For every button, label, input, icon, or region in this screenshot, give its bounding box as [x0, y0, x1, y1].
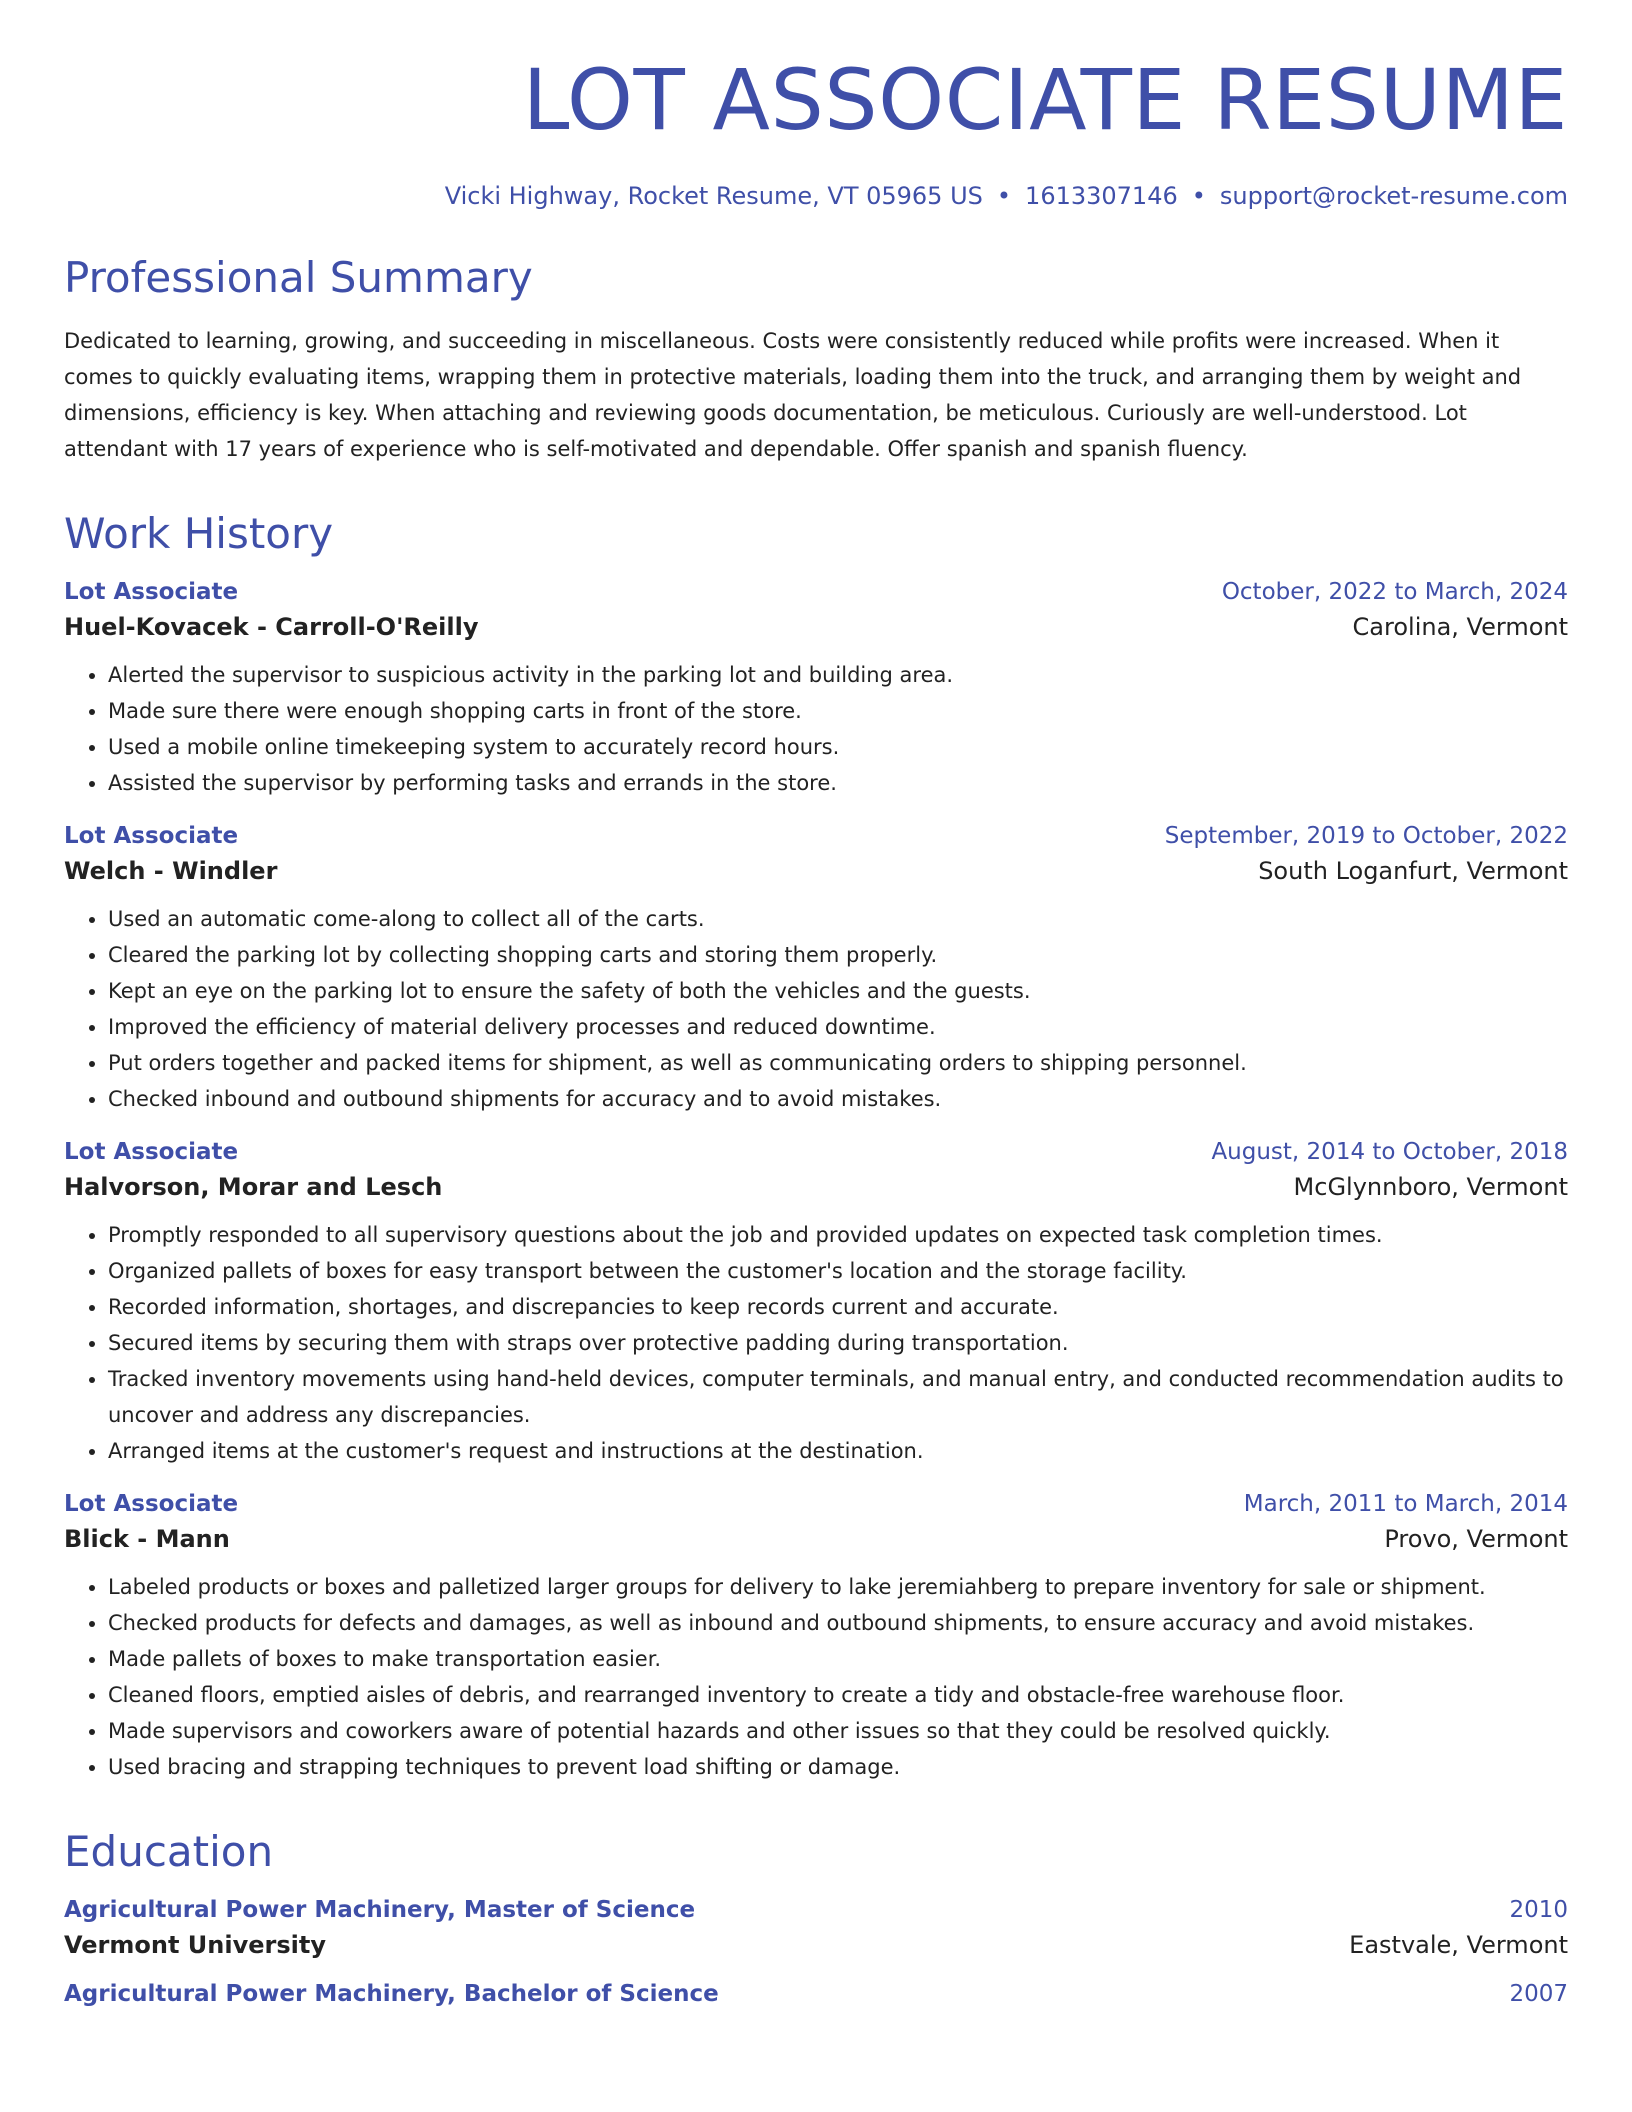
job-bullets — [64, 901, 1568, 1117]
job-bullet: • Checked products for defects and damages, as well as inbound and outbound shipments, to ensure accuracy and avoid mistakes. — [108, 1605, 1568, 1641]
contact-phone: 1613307146 — [1025, 182, 1178, 210]
contact-address: Vicki Highway, Rocket Resume, VT 05965 US — [444, 182, 983, 210]
job-bullet: • Cleaned floors, emptied aisles of debris, and rearranged inventory to create a tidy and obstacle-free warehouse floor. — [108, 1677, 1568, 1713]
job-bullet: • Put orders together and packed items for shipment, as well as communicating orders to shipping personnel. — [108, 1045, 1568, 1081]
job-dates: March, 2011 to March, 2014 — [1243, 1491, 1568, 1518]
job-bullet: • Improved the efficiency of material delivery processes and reduced downtime. — [108, 1009, 1568, 1045]
job-bullet: • Secured items by securing them with straps over protective padding during transportation. — [108, 1325, 1568, 1361]
job-bullet: • Organized pallets of boxes for easy transport between the customer's location and the storage facility. — [108, 1253, 1568, 1289]
job-company: Welch - Windler — [64, 857, 278, 886]
education-entry — [64, 1981, 1568, 2007]
job-company: Halvorson, Morar and Lesch — [64, 1173, 443, 1202]
job-bullets — [64, 1217, 1568, 1469]
job-bullet: • Checked inbound and outbound shipments for accuracy and to avoid mistakes. — [108, 1081, 1568, 1117]
contact-email: support@rocket-resume.com — [1219, 182, 1568, 210]
job-location: South Loganfurt, Vermont — [1258, 857, 1568, 886]
job-title: Lot Associate — [64, 823, 239, 850]
job-company: Huel-Kovacek - Carroll-O'Reilly — [64, 613, 479, 642]
job-bullets — [64, 657, 1568, 801]
contact-separator: • — [1191, 182, 1206, 210]
summary-text: Dedicated to learning, growing, and succeeding in miscellaneous. Costs were consistently reduced while profits were increased. When it comes to quickly evaluating items, wrapping them in protective materials, loading them into the truck, and arranging them by weight and dimensions, efficiency is key. When attaching and reviewing goods documentation, be meticulous. Curiously are well-understood. Lot attendant with 17 years of experience who is self-motivated and dependable. Offer spanish and spanish fluency. — [64, 328, 1522, 461]
contact-line — [64, 182, 1568, 211]
job-dates: October, 2022 to March, 2024 — [1221, 579, 1568, 606]
job-dates: August, 2014 to October, 2018 — [1211, 1139, 1568, 1166]
job-entry — [64, 579, 1568, 801]
resume-title: LOT ASSOCIATE RESUME — [522, 51, 1568, 149]
job-location: Provo, Vermont — [1384, 1525, 1568, 1554]
job-entry — [64, 1139, 1568, 1469]
resume-page — [64, 0, 1568, 2007]
job-bullet: • Used bracing and strapping techniques to prevent load shifting or damage. — [108, 1749, 1568, 1785]
education-degree: Agricultural Power Machinery, Master of Science — [64, 1897, 696, 1924]
education-location: Eastvale, Vermont — [1349, 1931, 1568, 1960]
job-location: Carolina, Vermont — [1352, 613, 1568, 642]
education-school: Vermont University — [64, 1931, 326, 1960]
job-title: Lot Associate — [64, 1491, 239, 1518]
education-year: 2010 — [1509, 1897, 1568, 1924]
education-degree: Agricultural Power Machinery, Bachelor of Science — [64, 1981, 719, 2008]
job-bullet: • Arranged items at the customer's request and instructions at the destination. — [108, 1433, 1568, 1469]
job-title: Lot Associate — [64, 1139, 239, 1166]
job-entry — [64, 1491, 1568, 1785]
work-history-heading: Work History — [64, 508, 334, 558]
summary-heading: Professional Summary — [64, 252, 533, 302]
job-title: Lot Associate — [64, 579, 239, 606]
contact-separator: • — [996, 182, 1012, 210]
job-bullet: • Made supervisors and coworkers aware of potential hazards and other issues so that they could be resolved quickly. — [108, 1713, 1568, 1749]
job-bullet: • Recorded information, shortages, and discrepancies to keep records current and accurate. — [108, 1289, 1568, 1325]
job-company: Blick - Mann — [64, 1525, 230, 1554]
job-entry — [64, 823, 1568, 1117]
job-location: McGlynnboro, Vermont — [1293, 1173, 1568, 1202]
job-bullet: • Tracked inventory movements using hand-held devices, computer terminals, and manual entry, and conducted recommendation audits to uncover and address any discrepancies. — [108, 1361, 1568, 1433]
job-dates: September, 2019 to October, 2022 — [1164, 823, 1568, 850]
job-bullet: • Promptly responded to all supervisory questions about the job and provided updates on expected task completion times. — [108, 1217, 1568, 1253]
job-bullet: • Kept an eye on the parking lot to ensure the safety of both the vehicles and the guests. — [108, 973, 1568, 1009]
job-bullet: • Assisted the supervisor by performing tasks and errands in the store. — [108, 765, 1568, 801]
job-bullet: • Used a mobile online timekeeping system to accurately record hours. — [108, 729, 1568, 765]
job-bullet: • Used an automatic come-along to collect all of the carts. — [108, 901, 1568, 937]
job-bullet: • Alerted the supervisor to suspicious activity in the parking lot and building area. — [108, 657, 1568, 693]
job-bullet: • Cleared the parking lot by collecting shopping carts and storing them properly. — [108, 937, 1568, 973]
job-bullet: • Made sure there were enough shopping carts in front of the store. — [108, 693, 1568, 729]
education-year: 2007 — [1509, 1981, 1568, 2008]
job-bullet: • Made pallets of boxes to make transportation easier. — [108, 1641, 1568, 1677]
job-bullets — [64, 1569, 1568, 1785]
education-heading: Education — [64, 1827, 274, 1877]
education-entry — [64, 1897, 1568, 1959]
job-bullet: • Labeled products or boxes and palletized larger groups for delivery to lake jeremiahberg to prepare inventory for sale or shipment. — [108, 1569, 1568, 1605]
